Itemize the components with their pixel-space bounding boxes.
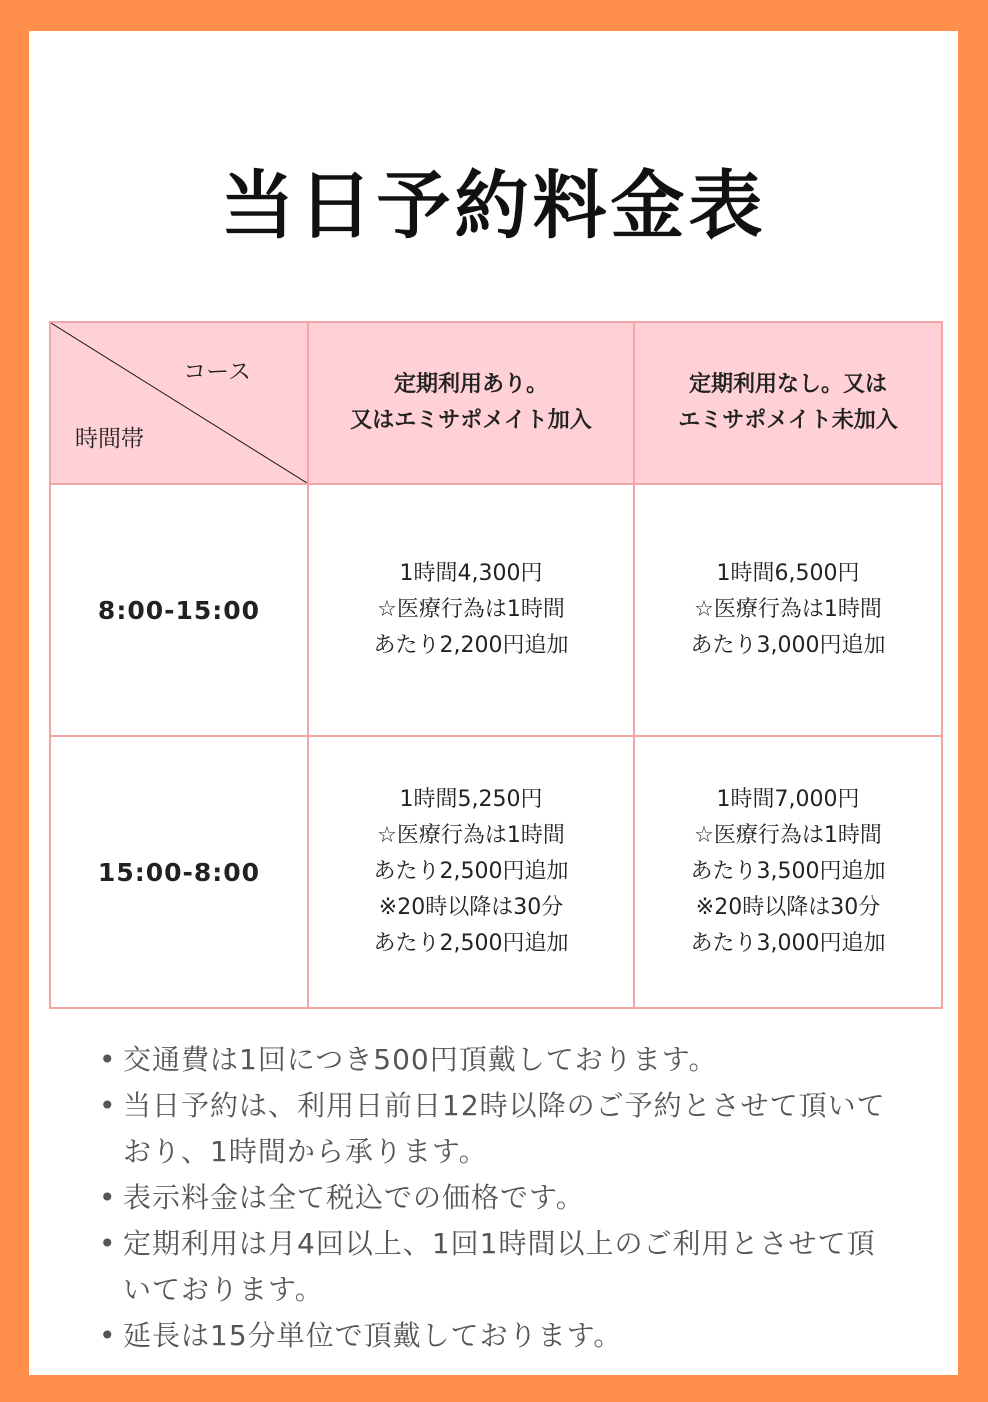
price-sheet	[29, 31, 958, 1375]
corner-course-label: コース	[183, 359, 251, 385]
corner-cell	[50, 322, 308, 484]
price-line: あたり2,500円追加	[373, 859, 569, 884]
column-header-line: 又はエミサポメイト加入	[350, 408, 592, 433]
note-text: 当日予約は、利用日前日12時以降のご予約とさせて頂いており、1時間から承ります。	[123, 1089, 886, 1168]
price-line: あたり3,000円追加	[690, 931, 886, 956]
note-item	[99, 1083, 899, 1175]
notes-list	[99, 1037, 899, 1359]
corner-time-label: 時間帯	[75, 426, 144, 452]
bullet-icon: •	[99, 1319, 117, 1352]
price-cell	[634, 736, 942, 1008]
column-header-nonmember	[634, 322, 942, 484]
bullet-icon: •	[99, 1089, 117, 1122]
note-item	[99, 1037, 899, 1083]
price-line: 1時間4,300円	[399, 561, 543, 586]
price-line: ☆医療行為は1時間	[694, 823, 882, 848]
diagonal-divider	[51, 323, 307, 483]
price-cell	[634, 484, 942, 736]
column-header-member	[308, 322, 634, 484]
time-band-cell: 8:00-15:00	[50, 484, 308, 736]
price-line: あたり3,500円追加	[690, 859, 886, 884]
time-band-cell: 15:00-8:00	[50, 736, 308, 1008]
price-cell	[308, 736, 634, 1008]
note-text: 交通費は1回につき500円頂戴しております。	[123, 1043, 718, 1076]
note-item	[99, 1221, 899, 1313]
bullet-icon: •	[99, 1227, 117, 1260]
note-item	[99, 1313, 899, 1359]
note-item	[99, 1175, 899, 1221]
price-line: あたり3,000円追加	[690, 633, 886, 658]
page-title: 当日予約料金表	[220, 163, 767, 249]
price-line: ☆医療行為は1時間	[694, 597, 882, 622]
table-row-night	[50, 736, 942, 1008]
price-line: 1時間5,250円	[399, 787, 543, 812]
price-line: 1時間6,500円	[716, 561, 860, 586]
bullet-icon: •	[99, 1181, 117, 1214]
table-row-daytime	[50, 484, 942, 736]
note-text: 定期利用は月4回以上、1回1時間以上のご利用とさせて頂いております。	[123, 1227, 876, 1306]
price-line: ※20時以降は30分	[695, 895, 881, 920]
price-table	[49, 321, 943, 1009]
price-line: 1時間7,000円	[716, 787, 860, 812]
price-line: ☆医療行為は1時間	[377, 823, 565, 848]
price-line: あたり2,200円追加	[373, 633, 569, 658]
column-header-line: 定期利用あり。	[393, 372, 548, 397]
column-header-line: エミサポメイト未加入	[678, 408, 898, 433]
column-header-line: 定期利用なし。又は	[688, 372, 887, 397]
bullet-icon: •	[99, 1043, 117, 1076]
note-text: 延長は15分単位で頂戴しております。	[123, 1319, 623, 1352]
price-line: ※20時以降は30分	[378, 895, 564, 920]
price-line: ☆医療行為は1時間	[377, 597, 565, 622]
table-header-row	[50, 322, 942, 484]
price-line: あたり2,500円追加	[373, 931, 569, 956]
price-cell	[308, 484, 634, 736]
note-text: 表示料金は全て税込での価格です。	[123, 1181, 585, 1214]
